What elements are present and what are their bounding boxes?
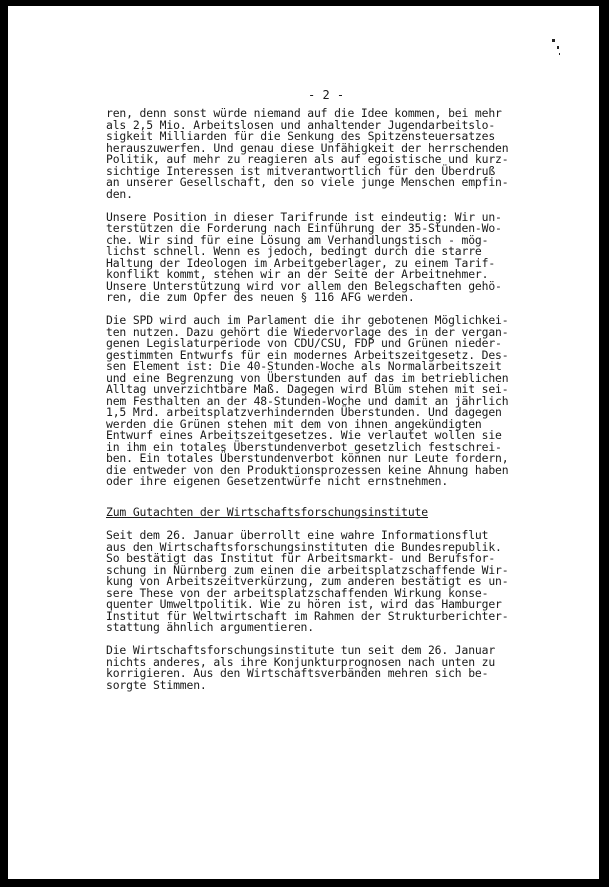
text-line: korrigieren. Aus den Wirtschaftsverbänden mehren sich be- bbox=[106, 666, 489, 680]
scan-speck bbox=[557, 46, 559, 49]
text-line: So bestätigt das Institut für Arbeitsmarkt- und Berufsfor- bbox=[106, 551, 496, 565]
text-line: terstützen die Forderung nach Einführung der 35-Stunden-Wo- bbox=[106, 221, 502, 235]
text-line: ren, denn sonst würde niemand auf die Idee kommen, bei mehr bbox=[106, 106, 502, 120]
text-line: nichts anderes, als ihre Konjunkturprognosen nach unten zu bbox=[106, 654, 496, 669]
paragraph-konjunkturprognosen bbox=[106, 645, 546, 691]
text-line: lichst schnell. Wenn es jedoch, bedingt durch die starre bbox=[106, 244, 482, 258]
text-line: ren, die zum Opfer des neuen § 116 AFG werden. bbox=[106, 290, 415, 304]
text-line: die entweder von den Produktionsprozessen keine Ahnung haben bbox=[106, 462, 509, 477]
text-line: Haltung der Ideologen im Arbeitgeberlager, zu einem Tarif- bbox=[106, 255, 496, 270]
text-line: Entwurf eines Arbeitszeitgesetzes. Wie verlautet wollen sie bbox=[106, 428, 502, 442]
text-line: Institut für Weltwirtschaft im Rahmen der Strukturberichter- bbox=[106, 608, 509, 623]
text-line: Alltag unverzichtbare Maß. Dagegen wird Blüm stehen mit sei- bbox=[106, 382, 509, 396]
text-line: ten nutzen. Dazu gehört die Wiedervorlage des in der vergan- bbox=[106, 324, 509, 339]
text-line: Seit dem 26. Januar überrollt eine wahre Informationsflut bbox=[106, 528, 489, 542]
text-line: che. Wir sind für eine Lösung am Verhandlungstisch - mög- bbox=[106, 232, 489, 247]
document-body bbox=[106, 108, 546, 703]
paragraph-parlament bbox=[106, 315, 546, 488]
scan-speck bbox=[559, 53, 560, 55]
text-line: sere These von der arbeitsplatzschaffenden Wirkung konse- bbox=[106, 585, 489, 600]
text-line: an unserer Gesellschaft, den so viele junge Menschen empfin- bbox=[106, 175, 509, 189]
text-line: und eine Begrenzung von Überstunden auf das im betrieblichen bbox=[106, 370, 509, 385]
paragraph-tarifrunde bbox=[106, 209, 546, 304]
text-line: den. bbox=[106, 186, 133, 201]
section-heading: Zum Gutachten der Wirtschaftsforschungsinstitute bbox=[106, 505, 428, 519]
text-line: Unsere Unterstützung wird vor allem den Belegschaften gehö- bbox=[106, 278, 502, 293]
text-line: sichtige Interessen ist mitverantwortlich für den Überdruß bbox=[106, 163, 496, 178]
text-line: werden die Grünen stehen mit dem von ihnen angekündigten bbox=[106, 416, 482, 431]
text-line: Die SPD wird auch im Parlament die ihr gebotenen Möglichkei- bbox=[106, 313, 509, 327]
text-line: genen Legislaturperiode von CDU/CSU, FDP und Grünen nieder- bbox=[106, 336, 502, 350]
text-line: quenter Umweltpolitik. Wie zu hören ist, wird das Hamburger bbox=[106, 597, 502, 611]
text-line: sen Element ist: Die 40-Stunden-Woche als Normalarbeitszeit bbox=[106, 359, 502, 373]
text-line: gestimmten Entwurfs für ein modernes Arbeitszeitgesetz. Des- bbox=[106, 347, 509, 362]
text-line: ben. Ein totales Überstundenverbot können nur Leute fordern, bbox=[106, 451, 509, 465]
text-line: oder ihre eigenen Gesetzentwürfe nicht ernstnehmen. bbox=[106, 474, 449, 488]
text-line: 1,5 Mrd. arbeitsplatzverhindernden Überstunden. Und dagegen bbox=[106, 405, 502, 419]
page-number: - 2 - bbox=[308, 88, 345, 102]
text-line: nem Festhalten an der 48-Stunden-Woche und damit an jährlich bbox=[106, 393, 509, 408]
text-line: als 2,5 Mio. Arbeitslosen und anhaltender Jugendarbeitslo- bbox=[106, 117, 496, 132]
text-line: Politik, auf mehr zu reagieren als auf egoistische und kurz- bbox=[106, 152, 509, 166]
text-line: konflikt kommt, stehen wir an der Seite der Arbeitnehmer. bbox=[106, 267, 489, 281]
text-line: herauszuwerfen. Und genau diese Unfähigkeit der herrschenden bbox=[106, 140, 509, 155]
text-line: Die Wirtschaftsforschungsinstitute tun seit dem 26. Januar bbox=[106, 643, 496, 657]
paragraph-tax-policy bbox=[106, 108, 546, 200]
text-line: Unsere Position in dieser Tarifrunde ist eindeutig: Wir un- bbox=[106, 209, 502, 224]
text-line: in ihm ein totales Überstundenverbot gesetzlich festschrei- bbox=[106, 439, 502, 454]
text-line: kung von Arbeitszeitverkürzung, zum anderen bestätigt es un- bbox=[106, 574, 509, 588]
text-line: stattung ähnlich argumentieren. bbox=[106, 620, 314, 634]
text-line: aus den Wirtschaftsforschungsinstituten die Bundesrepublik. bbox=[106, 539, 502, 554]
text-line: sorgte Stimmen. bbox=[106, 677, 207, 692]
document-page bbox=[8, 6, 599, 879]
scan-speck bbox=[552, 39, 555, 42]
paragraph-informationsflut bbox=[106, 530, 546, 634]
text-line: schung in Nürnberg zum einen die arbeitsplatzschaffende Wir- bbox=[106, 562, 509, 577]
text-line: sigkeit Milliarden für die Senkung des Spitzensteuersatzes bbox=[106, 129, 496, 143]
